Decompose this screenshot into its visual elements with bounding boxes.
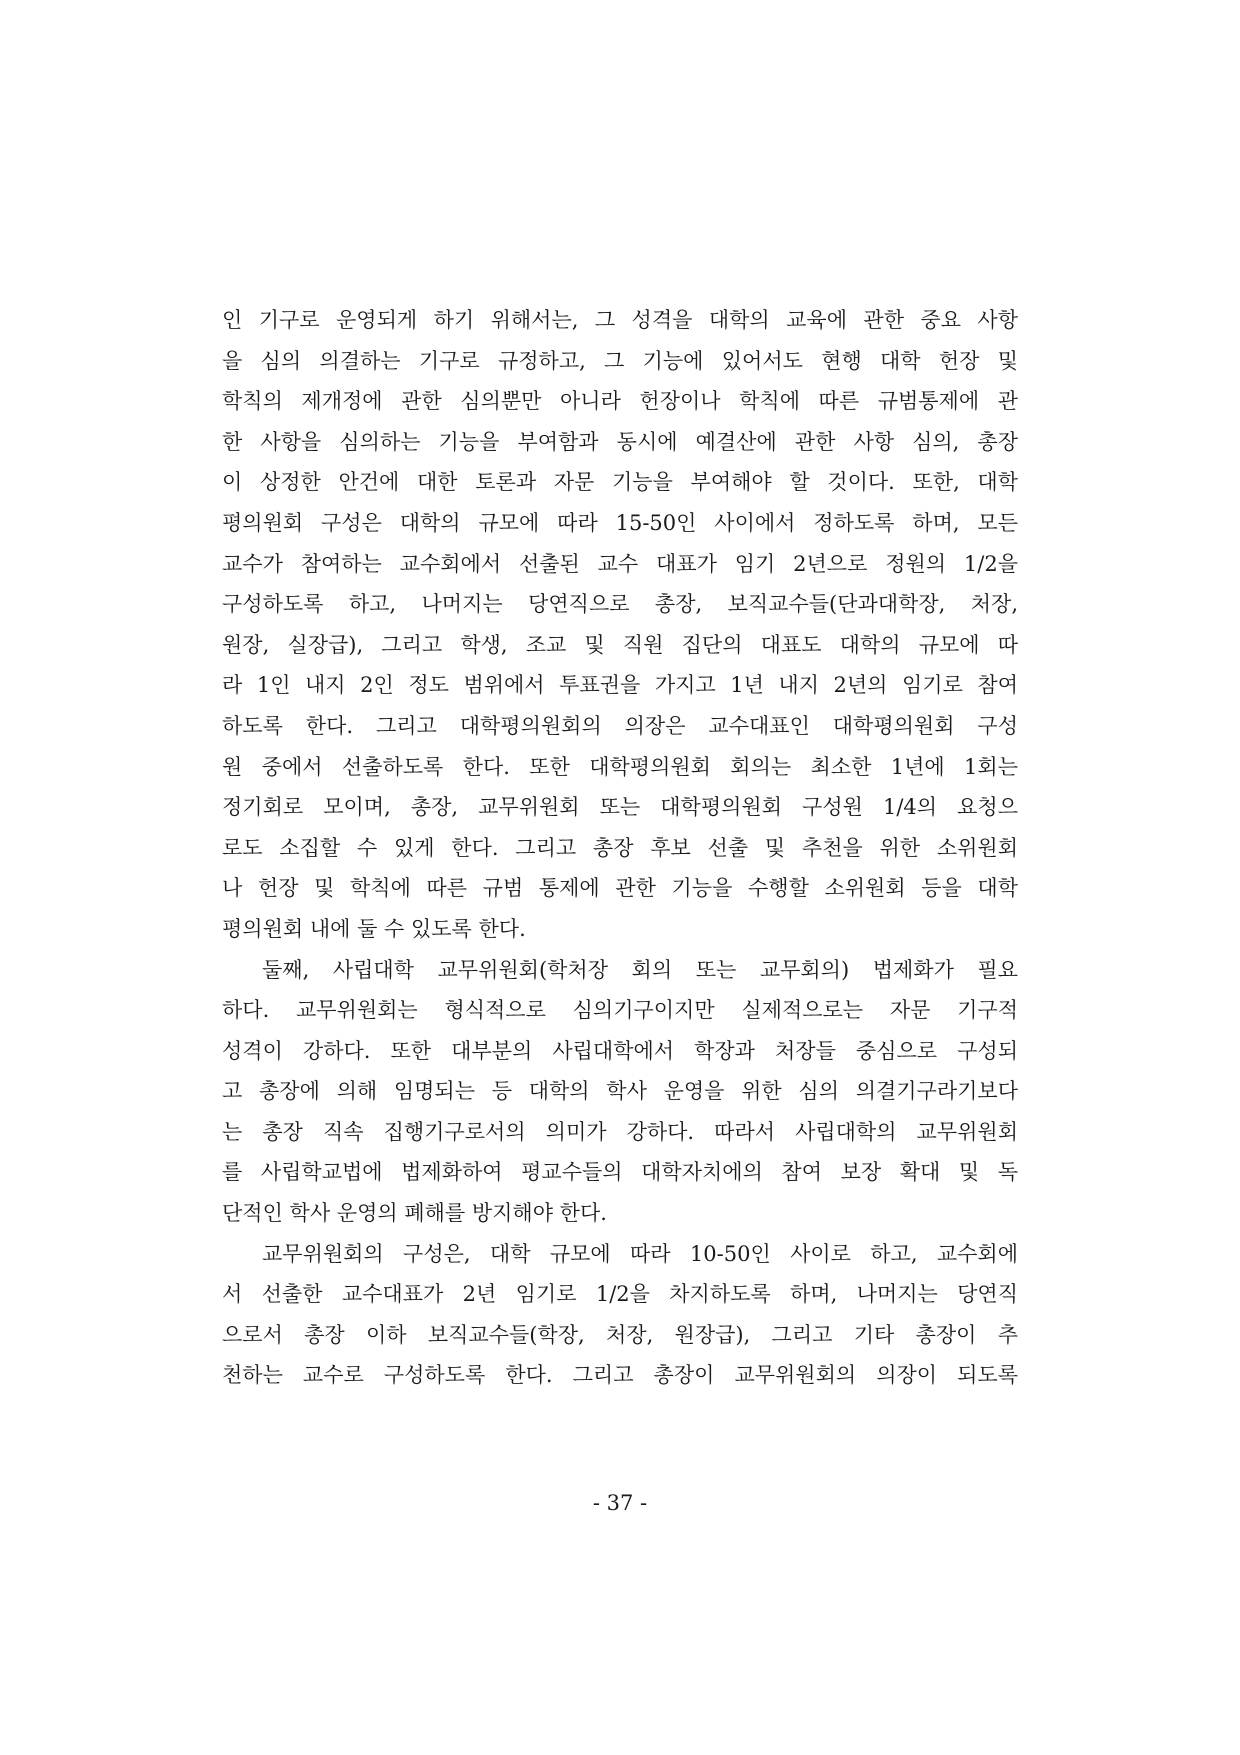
text-line: 는 총장 직속 집행기구로서의 의미가 강하다. 따라서 사립대학의 교무위원회 <box>222 1119 1018 1144</box>
text-line: 단적인 학사 운영의 폐해를 방지해야 한다. <box>222 1201 607 1226</box>
text-line: 서 선출한 교수대표가 2년 임기로 1/2을 차지하도록 하며, 나머지는 당연직 <box>222 1282 1018 1307</box>
page-number: - 37 - <box>592 1491 648 1515</box>
text-line: 을 심의 의결하는 기구로 규정하고, 그 기능에 있어서도 현행 대학 헌장 및 <box>222 348 1018 373</box>
text-line: 교무위원회의 구성은, 대학 규모에 따라 10-50인 사이로 하고, 교수회에 <box>262 1241 1018 1266</box>
text-line: 이 상정한 안건에 대한 토론과 자문 기능을 부여해야 할 것이다. 또한, 대학 <box>222 470 1018 495</box>
document-body <box>222 300 1018 1396</box>
text-line: 구성하도록 하고, 나머지는 당연직으로 총장, 보직교수들(단과대학장, 처장, <box>222 592 1018 617</box>
text-line: 평의원회 구성은 대학의 규모에 따라 15-50인 사이에서 정하도록 하며, 모든 <box>222 510 1018 535</box>
text-line: 원장, 실장급), 그리고 학생, 조교 및 직원 집단의 대표도 대학의 규모에 따 <box>222 632 1018 657</box>
paragraph <box>222 950 1018 1234</box>
text-line: 성격이 강하다. 또한 대부분의 사립대학에서 학장과 처장들 중심으로 구성되 <box>222 1038 1018 1063</box>
text-line: 천하는 교수로 구성하도록 한다. 그리고 총장이 교무위원회의 의장이 되도록 <box>222 1363 1018 1388</box>
text-line: 둘째, 사립대학 교무위원회(학처장 회의 또는 교무회의) 법제화가 필요 <box>262 957 1018 982</box>
text-line: 인 기구로 운영되게 하기 위해서는, 그 성격을 대학의 교육에 관한 중요 사항 <box>222 308 1018 332</box>
text-line: 한 사항을 심의하는 기능을 부여함과 동시에 예결산에 관한 사항 심의, 총장 <box>222 429 1018 454</box>
text-line: 고 총장에 의해 임명되는 등 대학의 학사 운영을 위한 심의 의결기구라기보다 <box>222 1079 1018 1104</box>
text-line: 정기회로 모이며, 총장, 교무위원회 또는 대학평의원회 구성원 1/4의 요청으 <box>222 795 1018 820</box>
text-line: 로도 소집할 수 있게 한다. 그리고 총장 후보 선출 및 추천을 위한 소위원회 <box>222 835 1018 860</box>
text-line: 교수가 참여하는 교수회에서 선출된 교수 대표가 임기 2년으로 정원의 1/2을 <box>222 551 1018 576</box>
text-line: 라 1인 내지 2인 정도 범위에서 투표권을 가지고 1년 내지 2년의 임기로 참여 <box>222 673 1018 698</box>
text-line: 평의원회 내에 둘 수 있도록 한다. <box>222 916 526 941</box>
text-line: 를 사립학교법에 법제화하여 평교수들의 대학자치에의 참여 보장 확대 및 독 <box>222 1160 1018 1185</box>
text-line: 하도록 한다. 그리고 대학평의원회의 의장은 교수대표인 대학평의원회 구성 <box>222 713 1018 738</box>
text-line: 나 헌장 및 학칙에 따른 규범 통제에 관한 기능을 수행할 소위원회 등을 대학 <box>222 876 1018 901</box>
text-line: 학칙의 제개정에 관한 심의뿐만 아니라 헌장이나 학칙에 따른 규범통제에 관 <box>222 389 1018 414</box>
text-line: 으로서 총장 이하 보직교수들(학장, 처장, 원장급), 그리고 기타 총장이 추 <box>222 1322 1018 1347</box>
paragraph <box>222 300 1018 950</box>
text-line: 원 중에서 선출하도록 한다. 또한 대학평의원회 회의는 최소한 1년에 1회는 <box>222 754 1018 779</box>
text-line: 하다. 교무위원회는 형식적으로 심의기구이지만 실제적으로는 자문 기구적 <box>222 998 1018 1023</box>
paragraph <box>222 1234 1018 1396</box>
